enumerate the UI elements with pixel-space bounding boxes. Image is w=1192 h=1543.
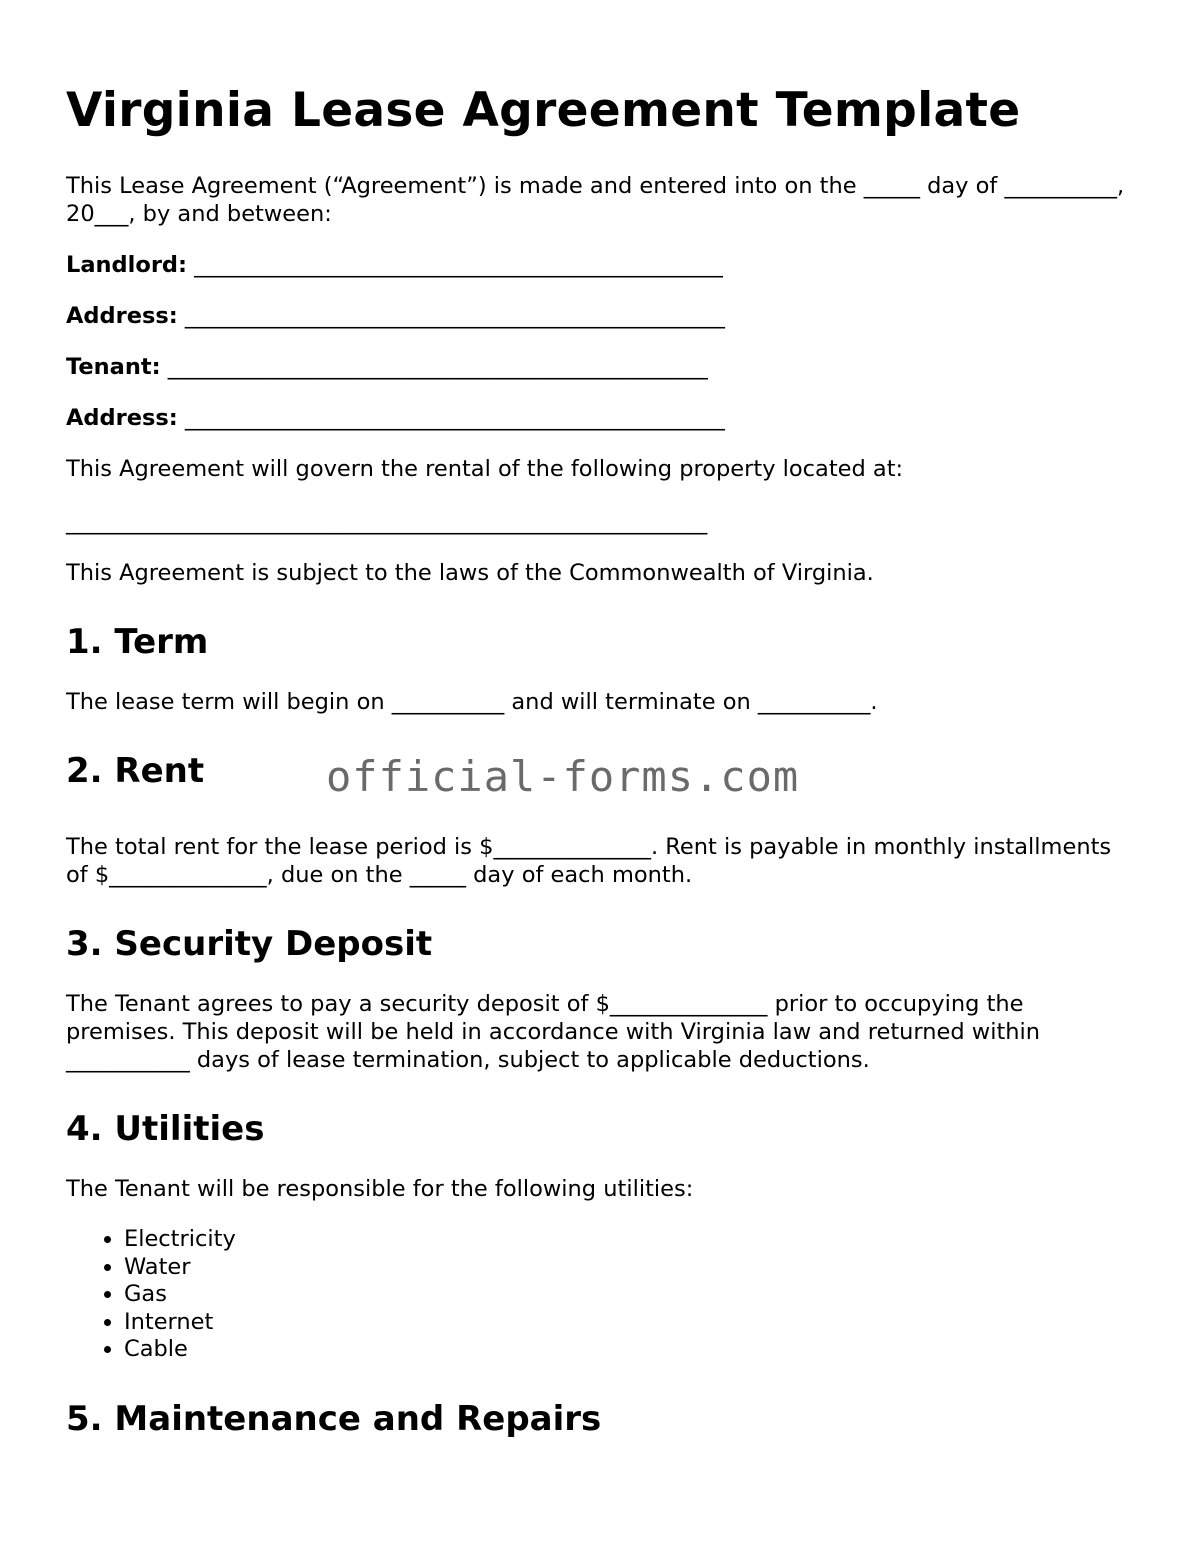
list-item: • Water <box>124 1254 1136 1282</box>
landlord-blank: _______________________________________________ <box>194 252 723 278</box>
intro-paragraph: This Lease Agreement (“Agreement”) is made and entered into on the _____ day of __________, 20___, by and between: <box>66 173 1125 227</box>
utilities-list <box>66 1226 1136 1364</box>
document-title: Virginia Lease Agreement Template <box>66 83 1021 138</box>
list-item: • Electricity <box>124 1226 1136 1254</box>
tenant-blank: ________________________________________________ <box>167 354 708 380</box>
property-intro: This Agreement will govern the rental of the following property located at: <box>66 456 904 482</box>
list-item: • Internet <box>124 1309 1136 1337</box>
section-utilities-body: The Tenant will be responsible for the following utilities: <box>66 1176 694 1202</box>
section-utilities-heading: 4. Utilities <box>66 1109 265 1149</box>
landlord-label: Landlord: <box>66 252 188 278</box>
property-blank: _________________________________________________________ <box>66 509 708 535</box>
tenant-label: Tenant: <box>66 354 161 380</box>
section-deposit-body: The Tenant agrees to pay a security deposit of $______________ prior to occupying the premises. This deposit will be held in accordance with Virginia law and returned within ___________ days of lease termination, subject to applicable deductions. <box>66 991 1041 1073</box>
landlord-address-label: Address: <box>66 303 178 329</box>
list-item: • Cable <box>124 1336 1136 1364</box>
list-item: • Gas <box>124 1281 1136 1309</box>
tenant-address-field <box>66 404 1136 432</box>
section-deposit-heading: 3. Security Deposit <box>66 924 433 964</box>
section-maintenance-heading: 5. Maintenance and Repairs <box>66 1398 602 1439</box>
tenant-address-label: Address: <box>66 405 178 431</box>
landlord-address-blank: ________________________________________________ <box>184 303 725 329</box>
section-term-heading: 1. Term <box>66 622 209 662</box>
tenant-address-blank: ________________________________________________ <box>184 405 725 431</box>
watermark-text: official-forms.com <box>326 752 800 801</box>
tenant-field <box>66 353 1136 381</box>
section-term-body: The lease term will begin on __________ and will terminate on __________. <box>66 689 878 715</box>
landlord-address-field <box>66 302 1136 330</box>
landlord-field <box>66 251 1136 279</box>
governing-law: This Agreement is subject to the laws of the Commonwealth of Virginia. <box>66 560 874 586</box>
section-rent-body: The total rent for the lease period is $______________. Rent is payable in monthly installments of $______________, due on the _____ day of each month. <box>66 834 1112 888</box>
section-rent-heading: 2. Rent <box>66 751 205 791</box>
